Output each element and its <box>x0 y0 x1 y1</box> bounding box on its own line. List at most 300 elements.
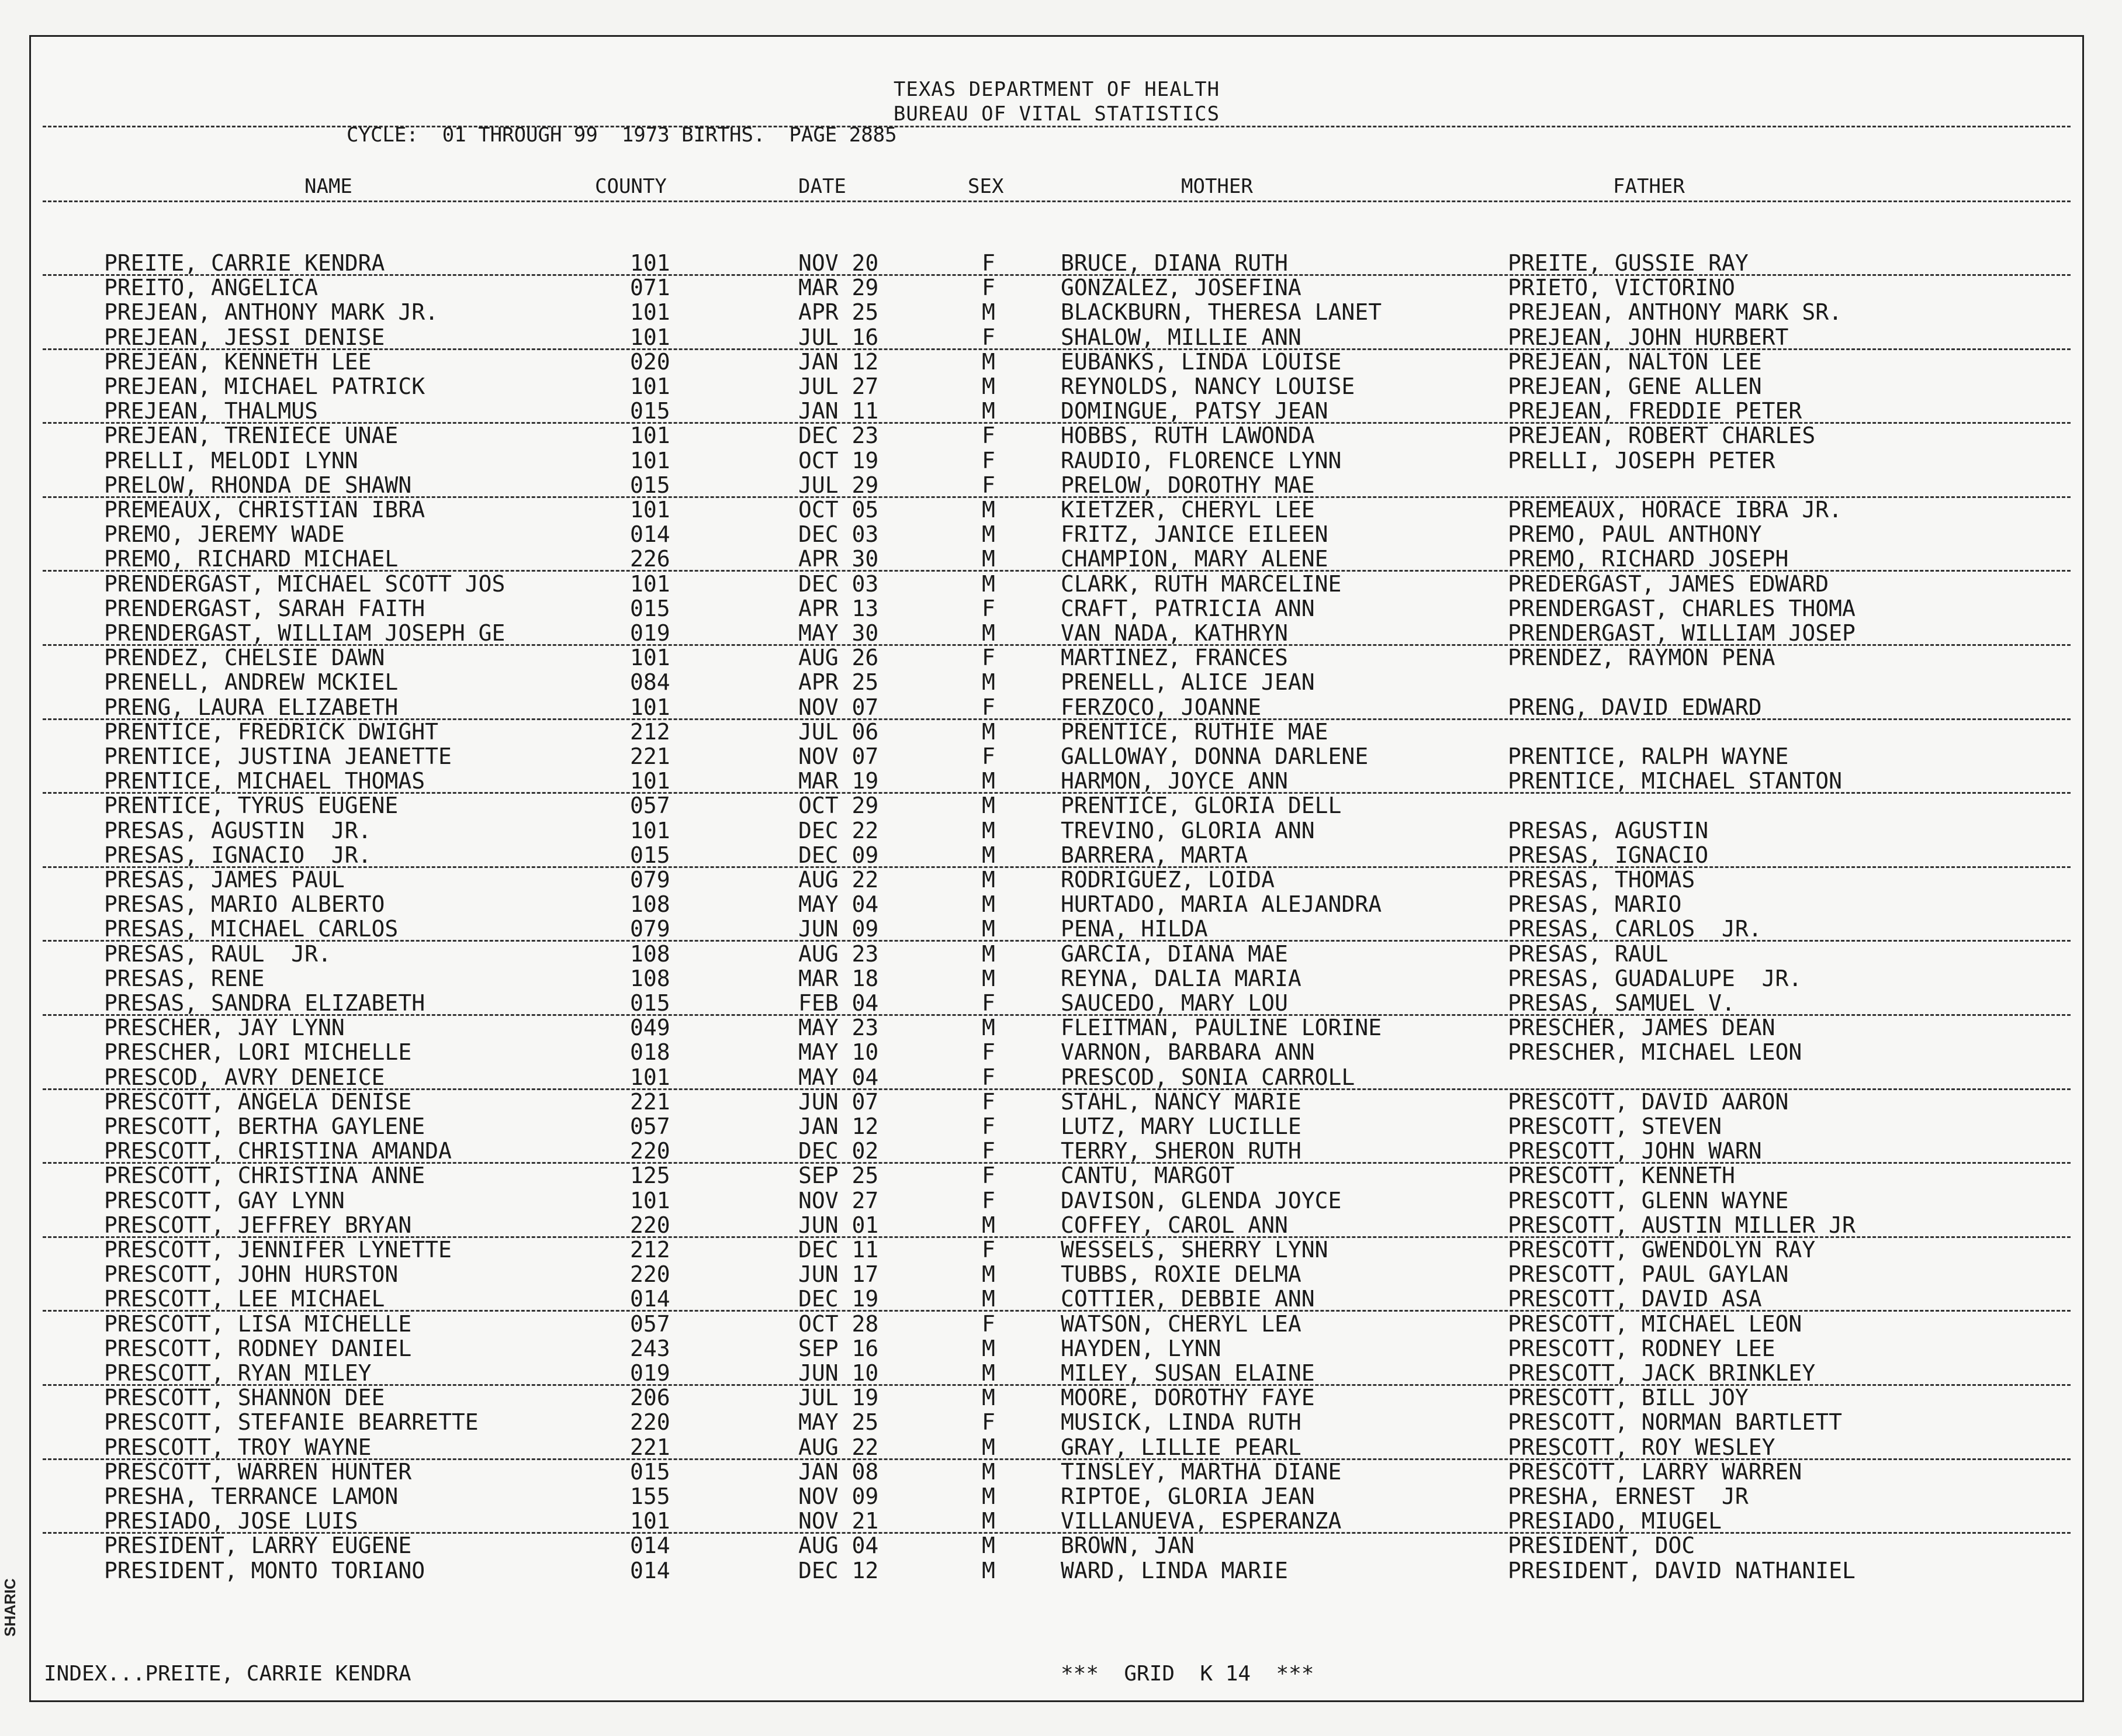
cell-mother: HURTADO, MARIA ALEJANDRA <box>1061 891 1382 918</box>
cell-date: JUL 06 <box>798 718 879 745</box>
cell-sex: M <box>982 817 995 843</box>
cell-mother: VILLANUEVA, ESPERANZA <box>1061 1508 1342 1534</box>
cell-mother: KIETZER, CHERYL LEE <box>1061 497 1315 523</box>
cell-father: PRESCOTT, GWENDOLYN RAY <box>1508 1237 1816 1263</box>
cell-name: PRESAS, SANDRA ELIZABETH <box>104 990 425 1016</box>
grid-footer: *** GRID K 14 *** <box>1061 1662 1314 1686</box>
cell-sex: M <box>982 842 995 868</box>
cell-sex: M <box>982 1483 995 1509</box>
cell-mother: DAVISON, GLENDA JOYCE <box>1061 1187 1342 1213</box>
cell-sex: M <box>982 1385 995 1411</box>
cell-father: PREJEAN, GENE ALLEN <box>1508 374 1762 399</box>
table-row <box>31 1090 2082 1114</box>
cell-sex: M <box>982 940 995 967</box>
cell-name: PRESIDENT, LARRY EUGENE <box>104 1533 412 1559</box>
cell-county: 020 <box>630 348 670 375</box>
cell-date: DEC 03 <box>798 570 879 597</box>
cell-mother: COTTIER, DEBBIE ANN <box>1061 1286 1315 1312</box>
cell-sex: M <box>982 916 995 942</box>
col-header-county: COUNTY <box>595 175 667 198</box>
cell-county: 015 <box>630 1458 670 1485</box>
cell-county: 015 <box>630 842 670 868</box>
cell-county: 212 <box>630 1237 670 1263</box>
cell-date: JUN 01 <box>798 1212 879 1238</box>
cell-father: PRENDERGAST, CHARLES THOMA <box>1508 595 1856 621</box>
cell-county: 101 <box>630 817 670 843</box>
cell-county: 057 <box>630 1310 670 1337</box>
cell-father: PRENTICE, RALPH WAYNE <box>1508 743 1789 769</box>
table-row <box>31 843 2082 867</box>
cell-county: 125 <box>630 1163 670 1189</box>
cell-date: DEC 19 <box>798 1286 879 1312</box>
cell-county: 226 <box>630 546 670 572</box>
cell-name: PRESCOTT, WARREN HUNTER <box>104 1458 412 1485</box>
cell-sex: F <box>982 472 995 498</box>
table-row <box>31 325 2082 350</box>
cell-father: PRESCHER, JAMES DEAN <box>1508 1015 1775 1041</box>
cell-date: MAY 23 <box>798 1015 879 1041</box>
cell-father: PRENTICE, MICHAEL STANTON <box>1508 768 1842 794</box>
table-row <box>31 473 2082 497</box>
cell-mother: CLARK, RUTH MARCELINE <box>1061 570 1342 597</box>
cell-date: MAY 25 <box>798 1409 879 1436</box>
table-row <box>31 1484 2082 1509</box>
cell-father: PRESCOTT, DAVID AARON <box>1508 1088 1789 1115</box>
cell-mother: PRENELL, ALICE JEAN <box>1061 669 1315 696</box>
cell-name: PRESCOTT, STEFANIE BEARRETTE <box>104 1409 479 1436</box>
cell-father: PRIETO, VICTORINO <box>1508 275 1735 301</box>
cell-mother: BARRERA, MARTA <box>1061 842 1248 868</box>
cell-date: JUL 16 <box>798 324 879 350</box>
cell-sex: M <box>982 1335 995 1361</box>
table-row <box>31 1213 2082 1237</box>
cell-county: 243 <box>630 1335 670 1361</box>
cell-father: PREJEAN, NALTON LEE <box>1508 348 1762 375</box>
cell-county: 019 <box>630 1360 670 1386</box>
cell-name: PRESIADO, JOSE LUIS <box>104 1508 358 1534</box>
cell-mother: MOORE, DOROTHY FAYE <box>1061 1385 1315 1411</box>
cell-date: MAR 18 <box>798 965 879 991</box>
cell-mother: PRENTICE, RUTHIE MAE <box>1061 718 1328 745</box>
cell-county: 101 <box>630 570 670 597</box>
cell-name: PRESAS, IGNACIO JR. <box>104 842 372 868</box>
cell-mother: CRAFT, PATRICIA ANN <box>1061 595 1315 621</box>
cell-sex: M <box>982 620 995 646</box>
cell-name: PRESCOTT, CHRISTINA ANNE <box>104 1163 425 1189</box>
cell-sex: M <box>982 1458 995 1485</box>
cell-name: PRENTICE, FREDRICK DWIGHT <box>104 718 438 745</box>
cell-name: PRESCOTT, BERTHA GAYLENE <box>104 1113 425 1139</box>
cell-mother: SHALOW, MILLIE ANN <box>1061 324 1301 350</box>
bureau-title: BUREAU OF VITAL STATISTICS <box>893 102 1220 126</box>
cell-date: FEB 04 <box>798 990 879 1016</box>
table-row <box>31 818 2082 843</box>
cell-father: PRESCOTT, KENNETH <box>1508 1163 1735 1189</box>
cell-county: 014 <box>630 521 670 548</box>
cell-sex: F <box>982 990 995 1016</box>
cell-mother: CANTU, MARGOT <box>1061 1163 1235 1189</box>
table-row <box>31 1163 2082 1188</box>
table-row <box>31 350 2082 374</box>
cell-county: 014 <box>630 1286 670 1312</box>
cell-name: PRESCOTT, RYAN MILEY <box>104 1360 372 1386</box>
cell-father: PREJEAN, JOHN HURBERT <box>1508 324 1789 350</box>
cell-father: PRESCOTT, STEVEN <box>1508 1113 1722 1139</box>
cell-sex: F <box>982 1039 995 1066</box>
cell-county: 220 <box>630 1409 670 1436</box>
cell-date: APR 13 <box>798 595 879 621</box>
cycle-line: CYCLE: 01 THROUGH 99 1973 BIRTHS. PAGE 2885 <box>347 123 897 147</box>
cell-county: 101 <box>630 423 670 449</box>
cell-sex: F <box>982 1237 995 1263</box>
table-row <box>31 399 2082 423</box>
cell-sex: M <box>982 1360 995 1386</box>
cell-county: 101 <box>630 1064 670 1090</box>
table-row <box>31 645 2082 670</box>
cell-mother: STAHL, NANCY MARIE <box>1061 1088 1301 1115</box>
cell-mother: PRESCOD, SONIA CARROLL <box>1061 1064 1355 1090</box>
table-row <box>31 1312 2082 1336</box>
cell-mother: TINSLEY, MARTHA DIANE <box>1061 1458 1342 1485</box>
cell-name: PREJEAN, JESSI DENISE <box>104 324 385 350</box>
cell-mother: HOBBS, RUTH LAWONDA <box>1061 423 1315 449</box>
cell-county: 019 <box>630 620 670 646</box>
cell-mother: MILEY, SUSAN ELAINE <box>1061 1360 1315 1386</box>
cell-name: PRESCHER, JAY LYNN <box>104 1015 345 1041</box>
cell-name: PRESAS, RAUL JR. <box>104 940 331 967</box>
cell-mother: BRUCE, DIANA RUTH <box>1061 250 1288 276</box>
cell-mother: PRELOW, DOROTHY MAE <box>1061 472 1315 498</box>
table-row <box>31 867 2082 892</box>
cell-name: PRENTICE, TYRUS EUGENE <box>104 793 399 819</box>
cell-sex: F <box>982 1064 995 1090</box>
cell-date: NOV 20 <box>798 250 879 276</box>
cell-county: 101 <box>630 299 670 326</box>
cell-date: NOV 07 <box>798 694 879 720</box>
cell-name: PRESAS, AGUSTIN JR. <box>104 817 372 843</box>
cell-date: DEC 02 <box>798 1138 879 1164</box>
cell-county: 155 <box>630 1483 670 1509</box>
cell-mother: HARMON, JOYCE ANN <box>1061 768 1288 794</box>
table-row <box>31 1114 2082 1139</box>
cell-mother: RIPTOE, GLORIA JEAN <box>1061 1483 1315 1509</box>
cell-name: PRENDERGAST, MICHAEL SCOTT JOS <box>104 570 506 597</box>
cell-name: PRESHA, TERRANCE LAMON <box>104 1483 399 1509</box>
cell-sex: M <box>982 546 995 572</box>
cell-date: OCT 29 <box>798 793 879 819</box>
cell-county: 071 <box>630 275 670 301</box>
cell-name: PRESCOTT, SHANNON DEE <box>104 1385 385 1411</box>
cell-sex: M <box>982 1557 995 1583</box>
agency-title: TEXAS DEPARTMENT OF HEALTH <box>893 78 1220 101</box>
cell-mother: RODRIGUEZ, LOIDA <box>1061 867 1275 893</box>
cell-name: PRESCOTT, CHRISTINA AMANDA <box>104 1138 452 1164</box>
table-row <box>31 596 2082 621</box>
cell-father: PREJEAN, FREDDIE PETER <box>1508 398 1802 424</box>
cell-name: PREMEAUX, CHRISTIAN IBRA <box>104 497 425 523</box>
cell-county: 220 <box>630 1138 670 1164</box>
cell-name: PRESCOTT, JEFFREY BRYAN <box>104 1212 412 1238</box>
cell-mother: GARCIA, DIANA MAE <box>1061 940 1288 967</box>
cell-name: PRESCOD, AVRY DENEICE <box>104 1064 385 1090</box>
table-row <box>31 966 2082 991</box>
table-row <box>31 1188 2082 1213</box>
cell-name: PREITE, CARRIE KENDRA <box>104 250 385 276</box>
cell-date: DEC 03 <box>798 521 879 548</box>
cell-date: MAY 04 <box>798 891 879 918</box>
cell-sex: F <box>982 275 995 301</box>
cell-name: PRESCOTT, TROY WAYNE <box>104 1434 372 1460</box>
cell-name: PRESAS, RENE <box>104 965 265 991</box>
cell-mother: WATSON, CHERYL LEA <box>1061 1310 1301 1337</box>
divider <box>43 200 2071 202</box>
cell-mother: REYNA, DALIA MARIA <box>1061 965 1301 991</box>
cell-father: PRESCOTT, PAUL GAYLAN <box>1508 1261 1789 1288</box>
cell-sex: M <box>982 718 995 745</box>
table-row <box>31 769 2082 793</box>
cell-name: PRENG, LAURA ELIZABETH <box>104 694 399 720</box>
table-row <box>31 1509 2082 1533</box>
cell-mother: TREVINO, GLORIA ANN <box>1061 817 1315 843</box>
cell-father: PRESCOTT, BILL JOY <box>1508 1385 1749 1411</box>
cell-county: 015 <box>630 595 670 621</box>
table-row <box>31 1139 2082 1163</box>
cell-county: 049 <box>630 1015 670 1041</box>
table-row <box>31 670 2082 694</box>
cell-mother: MARTINEZ, FRANCES <box>1061 645 1288 671</box>
table-row <box>31 251 2082 275</box>
cell-county: 014 <box>630 1533 670 1559</box>
cell-date: JAN 12 <box>798 348 879 375</box>
cell-name: PREMO, RICHARD MICHAEL <box>104 546 399 572</box>
cell-father: PREJEAN, ANTHONY MARK SR. <box>1508 299 1842 326</box>
table-row <box>31 917 2082 941</box>
cell-date: JUN 17 <box>798 1261 879 1288</box>
cell-sex: M <box>982 1261 995 1288</box>
cell-county: 101 <box>630 324 670 350</box>
cell-name: PREJEAN, TRENIECE UNAE <box>104 423 399 449</box>
table-row <box>31 720 2082 744</box>
cell-county: 212 <box>630 718 670 745</box>
cell-county: 057 <box>630 1113 670 1139</box>
cell-sex: M <box>982 669 995 696</box>
cell-mother: VARNON, BARBARA ANN <box>1061 1039 1315 1066</box>
cell-name: PRESCOTT, LISA MICHELLE <box>104 1310 412 1337</box>
cell-mother: GRAY, LILLIE PEARL <box>1061 1434 1301 1460</box>
cell-mother: RAUDIO, FLORENCE LYNN <box>1061 447 1342 473</box>
table-row <box>31 547 2082 571</box>
cell-sex: F <box>982 645 995 671</box>
cell-name: PRELOW, RHONDA DE SHAWN <box>104 472 412 498</box>
cell-father: PRESHA, ERNEST JR <box>1508 1483 1749 1509</box>
cell-county: 108 <box>630 891 670 918</box>
cell-father: PRESCOTT, NORMAN BARTLETT <box>1508 1409 1842 1436</box>
table-row <box>31 423 2082 448</box>
cell-sex: F <box>982 1163 995 1189</box>
cell-sex: M <box>982 965 995 991</box>
cell-sex: M <box>982 374 995 399</box>
cell-county: 101 <box>630 250 670 276</box>
cell-mother: LUTZ, MARY LUCILLE <box>1061 1113 1301 1139</box>
cell-date: JAN 08 <box>798 1458 879 1485</box>
cell-father: PREMEAUX, HORACE IBRA JR. <box>1508 497 1842 523</box>
cell-father: PRESAS, CARLOS JR. <box>1508 916 1762 942</box>
cell-date: MAY 04 <box>798 1064 879 1090</box>
cell-father: PRESAS, GUADALUPE JR. <box>1508 965 1802 991</box>
table-row <box>31 793 2082 818</box>
col-header-sex: SEX <box>968 175 1004 198</box>
cell-county: 101 <box>630 1508 670 1534</box>
cell-name: PRESCOTT, ANGELA DENISE <box>104 1088 412 1115</box>
table-row <box>31 1287 2082 1311</box>
cell-father: PREJEAN, ROBERT CHARLES <box>1508 423 1816 449</box>
cell-sex: M <box>982 398 995 424</box>
cell-sex: M <box>982 1286 995 1312</box>
cell-father: PRESCOTT, LARRY WARREN <box>1508 1458 1802 1485</box>
cell-mother: SAUCEDO, MARY LOU <box>1061 990 1288 1016</box>
cell-sex: M <box>982 348 995 375</box>
cell-sex: M <box>982 1533 995 1559</box>
cell-sex: M <box>982 768 995 794</box>
cell-sex: M <box>982 299 995 326</box>
cell-mother: DOMINGUE, PATSY JEAN <box>1061 398 1328 424</box>
cell-name: PRESCOTT, JENNIFER LYNETTE <box>104 1237 452 1263</box>
cell-name: PRESCOTT, LEE MICHAEL <box>104 1286 385 1312</box>
cell-date: NOV 27 <box>798 1187 879 1213</box>
cell-date: JAN 12 <box>798 1113 879 1139</box>
cell-mother: MUSICK, LINDA RUTH <box>1061 1409 1301 1436</box>
cell-date: JUN 09 <box>798 916 879 942</box>
cell-mother: GONZALEZ, JOSEFINA <box>1061 275 1301 301</box>
cell-name: PRESCOTT, RODNEY DANIEL <box>104 1335 412 1361</box>
table-row <box>31 572 2082 596</box>
cell-sex: M <box>982 1212 995 1238</box>
cell-father: PRESCOTT, MICHAEL LEON <box>1508 1310 1802 1337</box>
cell-date: OCT 19 <box>798 447 879 473</box>
cell-date: JAN 11 <box>798 398 879 424</box>
table-row <box>31 300 2082 324</box>
cell-mother: FLEITMAN, PAULINE LORINE <box>1061 1015 1382 1041</box>
cell-name: PREJEAN, MICHAEL PATRICK <box>104 374 425 399</box>
cell-father: PRESAS, SAMUEL V. <box>1508 990 1735 1016</box>
cell-name: PRENDEZ, CHELSIE DAWN <box>104 645 385 671</box>
cell-county: 206 <box>630 1385 670 1411</box>
cell-date: DEC 09 <box>798 842 879 868</box>
document-page <box>29 35 2084 1702</box>
table-row <box>31 1435 2082 1460</box>
cell-county: 014 <box>630 1557 670 1583</box>
cell-county: 101 <box>630 645 670 671</box>
cell-mother: CHAMPION, MARY ALENE <box>1061 546 1328 572</box>
cell-name: PRENDERGAST, SARAH FAITH <box>104 595 425 621</box>
cell-sex: M <box>982 497 995 523</box>
side-label: SHARIC <box>1 1578 19 1637</box>
table-row <box>31 374 2082 399</box>
cell-name: PREJEAN, THALMUS <box>104 398 319 424</box>
cell-father: PRESAS, THOMAS <box>1508 867 1695 893</box>
cell-sex: M <box>982 793 995 819</box>
cell-county: 221 <box>630 743 670 769</box>
table-row <box>31 275 2082 300</box>
table-row <box>31 942 2082 966</box>
cell-mother: PRENTICE, GLORIA DELL <box>1061 793 1342 819</box>
cell-name: PREJEAN, KENNETH LEE <box>104 348 372 375</box>
cell-mother: WESSELS, SHERRY LYNN <box>1061 1237 1328 1263</box>
cell-father: PRESCOTT, RODNEY LEE <box>1508 1335 1775 1361</box>
cell-name: PRENTICE, MICHAEL THOMAS <box>104 768 425 794</box>
cell-name: PRESCHER, LORI MICHELLE <box>104 1039 412 1066</box>
table-row <box>31 1015 2082 1040</box>
cell-name: PRESAS, MARIO ALBERTO <box>104 891 385 918</box>
cell-father: PREDERGAST, JAMES EDWARD <box>1508 570 1829 597</box>
index-footer: INDEX...PREITE, CARRIE KENDRA <box>44 1662 411 1686</box>
cell-father: PRESCOTT, JACK BRINKLEY <box>1508 1360 1816 1386</box>
cell-sex: M <box>982 521 995 548</box>
cell-sex: F <box>982 1409 995 1436</box>
cell-mother: COFFEY, CAROL ANN <box>1061 1212 1288 1238</box>
cell-date: OCT 28 <box>798 1310 879 1337</box>
cell-name: PRENDERGAST, WILLIAM JOSEPH GE <box>104 620 506 646</box>
cell-date: OCT 05 <box>798 497 879 523</box>
cell-sex: F <box>982 743 995 769</box>
cell-sex: F <box>982 1138 995 1164</box>
table-row <box>31 1460 2082 1484</box>
cell-name: PREJEAN, ANTHONY MARK JR. <box>104 299 438 326</box>
cell-mother: EUBANKS, LINDA LOUISE <box>1061 348 1342 375</box>
cell-county: 108 <box>630 940 670 967</box>
cell-name: PRESCOTT, JOHN HURSTON <box>104 1261 399 1288</box>
cell-father: PRENDERGAST, WILLIAM JOSEP <box>1508 620 1856 646</box>
cell-father: PRESAS, MARIO <box>1508 891 1682 918</box>
cell-name: PRENELL, ANDREW MCKIEL <box>104 669 399 696</box>
cell-date: AUG 26 <box>798 645 879 671</box>
cell-sex: F <box>982 423 995 449</box>
cell-county: 101 <box>630 694 670 720</box>
cell-county: 018 <box>630 1039 670 1066</box>
cell-sex: F <box>982 595 995 621</box>
cell-father: PREMO, PAUL ANTHONY <box>1508 521 1762 548</box>
cell-date: JUN 07 <box>798 1088 879 1115</box>
cell-name: PRESAS, MICHAEL CARLOS <box>104 916 399 942</box>
cell-county: 221 <box>630 1434 670 1460</box>
table-row <box>31 621 2082 645</box>
cell-mother: VAN NADA, KATHRYN <box>1061 620 1288 646</box>
col-header-name: NAME <box>304 175 352 198</box>
cell-county: 108 <box>630 965 670 991</box>
cell-father: PRESAS, AGUSTIN <box>1508 817 1709 843</box>
cell-mother: HAYDEN, LYNN <box>1061 1335 1221 1361</box>
cell-father: PRESCOTT, JOHN WARN <box>1508 1138 1762 1164</box>
cell-father: PRESIDENT, DAVID NATHANIEL <box>1508 1557 1856 1583</box>
cell-date: APR 25 <box>798 299 879 326</box>
table-row <box>31 1040 2082 1064</box>
cell-sex: M <box>982 1015 995 1041</box>
table-row <box>31 522 2082 547</box>
cell-sex: F <box>982 694 995 720</box>
cell-date: DEC 23 <box>798 423 879 449</box>
cell-date: AUG 22 <box>798 867 879 893</box>
cell-father: PRELLI, JOSEPH PETER <box>1508 447 1775 473</box>
cell-mother: BLACKBURN, THERESA LANET <box>1061 299 1382 326</box>
table-row <box>31 1558 2082 1583</box>
table-row <box>31 1065 2082 1090</box>
cell-name: PRESCOTT, GAY LYNN <box>104 1187 345 1213</box>
col-header-mother: MOTHER <box>1181 175 1253 198</box>
table-row <box>31 695 2082 720</box>
cell-mother: FERZOCO, JOANNE <box>1061 694 1262 720</box>
cell-county: 084 <box>630 669 670 696</box>
table-row <box>31 1533 2082 1558</box>
